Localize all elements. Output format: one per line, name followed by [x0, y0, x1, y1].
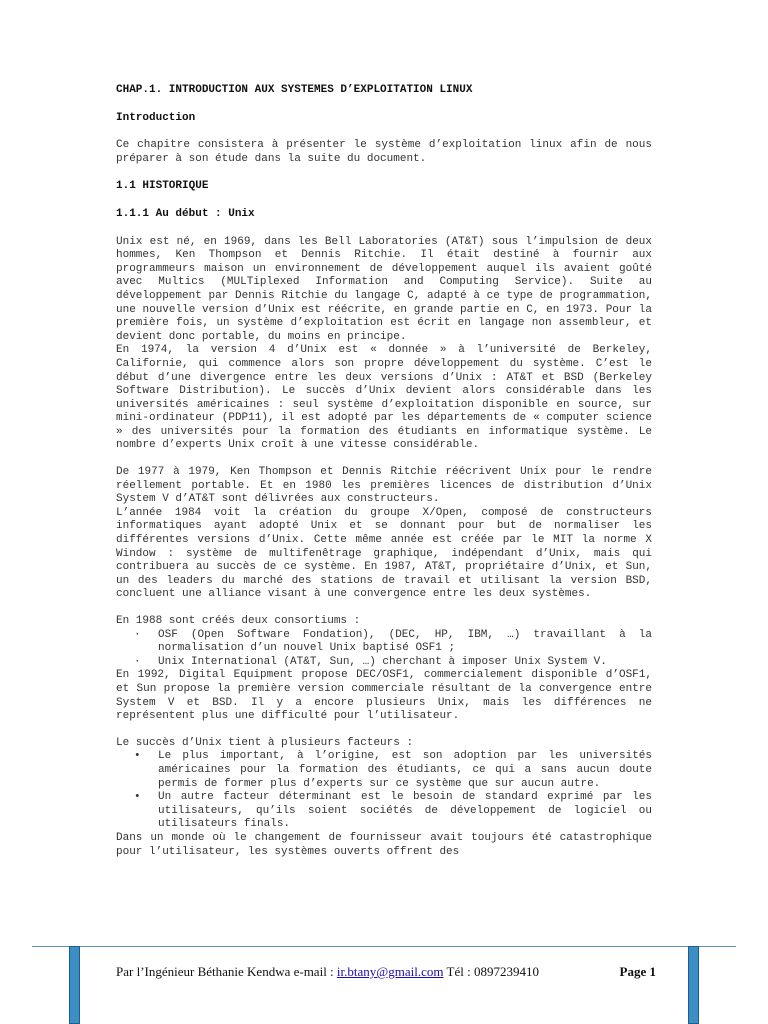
email-link[interactable]: ir.btany@gmail.com: [336, 964, 444, 979]
bullet-icon: •: [134, 750, 141, 763]
paragraph: De 1977 à 1979, Ken Thompson et Dennis Ritchie réécrivent Unix pour le rendre réellement portable. Et en 1980 les premières licences de distribution d’Unix System V d’AT&T sont délivrées aux constructeurs.: [116, 466, 652, 506]
bullet-icon: ·: [134, 655, 141, 668]
footer-bar-left: [69, 946, 80, 1024]
footer-rule: [32, 946, 736, 947]
bullet-icon: •: [134, 791, 141, 804]
paragraph: En 1992, Digital Equipment propose DEC/OSF1, commercialement disponible d’OSF1, et Sun propose la première version commerciale résultant de la convergence entre System V et BSD. Il y a encore plusieurs Unix, mais les différences ne représentent plus une difficulté pour l’utilisateur.: [116, 669, 652, 723]
intro-heading: Introduction: [116, 111, 196, 124]
page-number: Page 1: [619, 964, 656, 979]
list-item: · OSF (Open Software Fondation), (DEC, HP, IBM, …) travaillant à la normalisation d’un nouvel Unix baptisé OSF1 ;: [134, 628, 652, 655]
footer-phone: Tél : 0897239410: [443, 964, 539, 979]
list-item: · Unix International (AT&T, Sun, …) cherchant à imposer Unix System V.: [134, 655, 607, 668]
paragraph: Le succès d’Unix tient à plusieurs facteurs :: [116, 736, 414, 749]
list-item: • Un autre facteur déterminant est le besoin de standard exprimé par les utilisateurs, qu’ils soient sociétés de développement de logiciel ou utilisateurs finals.: [134, 791, 652, 831]
page-footer: [116, 964, 656, 980]
footer-author: Par l’Ingénieur Béthanie Kendwa e-mail :: [116, 964, 337, 979]
paragraph: En 1974, la version 4 d’Unix est « donnée » à l’université de Berkeley, Californie, qui commence alors son propre développement du système. C’est le début d’une divergence entre les deux versions d’Unix : AT&T et BSD (Berkeley Software Distribution). Le succès d’Unix devient alors considérable dans les universités américaines : seul système d’exploitation disponible en source, sur mini-ordinateur (PDP11), il est adopté par les départements de « computer science » des universités pour la formation des étudiants en informatique système. Le nombre d’experts Unix croît à une vitesse considérable.: [116, 344, 652, 452]
footer-bar-right: [688, 946, 699, 1024]
consortium-list: [116, 629, 652, 670]
paragraph: L’année 1984 voit la création du groupe X/Open, composé de constructeurs informatiques ayant adopté Unix et se donnant pour but de normaliser les différentes versions d’Unix. Cette même année est créée par le MIT la norme X Window : système de multifenêtrage graphique, indépendant d’Unix, mais qui contribuera au succès de ce système. En 1987, AT&T, propriétaire d’Unix, et Sun, un des leaders du marché des stations de travail et utilisant la version BSD, concluent une alliance visant à une convergence entre les deux systèmes.: [116, 506, 652, 601]
subsection-heading: 1.1.1 Au début : Unix: [116, 207, 255, 220]
bullet-icon: ·: [134, 628, 141, 641]
paragraph: Dans un monde où le changement de fournisseur avait toujours été catastrophique pour l’utilisateur, les systèmes ouverts offrent des: [116, 831, 652, 858]
list-item: • Le plus important, à l’origine, est son adoption par les universités américaines pour la formation des étudiants, ce qui a sans aucun doute permis de former plus d’experts sur ce système que sur aucun autre.: [134, 750, 652, 790]
document-body: [116, 84, 652, 859]
chapter-title: CHAP.1. INTRODUCTION AUX SYSTEMES D’EXPLOITATION LINUX: [116, 84, 473, 96]
factors-list: [116, 750, 652, 832]
paragraph: En 1988 sont créés deux consortiums :: [116, 615, 361, 627]
intro-paragraph: Ce chapitre consistera à présenter le système d’exploitation linux afin de nous préparer à son étude dans la suite du document.: [116, 139, 652, 165]
paragraph: Unix est né, en 1969, dans les Bell Laboratories (AT&T) sous l’impulsion de deux hommes, Ken Thompson et Dennis Ritchie. Il était destiné à fournir aux programmeurs maison un environnement de développement auquel ils avaient goûté avec Multics (MULTiplexed Information and Computing Service). Suite au développement par Dennis Ritchie du langage C, adapté à ce type de programmation, une nouvelle version d’Unix est réécrite, en grande partie en C, en 1973. Pour la première fois, un système d’exploitation est écrit en langage non assembleur, et devient donc portable, du moins en principe.: [116, 235, 652, 343]
section-heading: 1.1 HISTORIQUE: [116, 180, 209, 193]
